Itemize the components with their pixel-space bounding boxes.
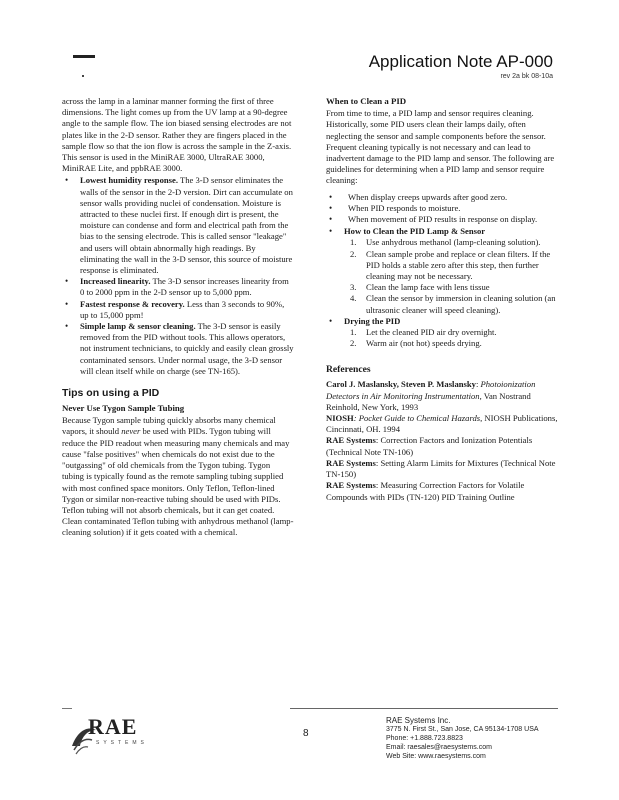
cleaning-list — [326, 226, 560, 349]
list-item: • When movement of PID results in response on display. — [326, 214, 560, 225]
when-paragraph: From time to time, a PID lamp and sensor requires cleaning. Historically, some PID users clean their lamps daily, often neglecting the sensor and sample components before the sensor. Frequent cleaning typically is not necessary and can lead to inadvertent damage to the PID lamp and sensor. The following are guidelines for determining when a PID lamp and sensor require cleaning: — [326, 108, 555, 186]
references-heading: References — [326, 364, 371, 376]
list-item: 2. Clean sample probe and replace or clean filters. If the PID holds a stable zero after this step, then further cleaning may not be necessary. — [350, 248, 551, 282]
footer-rule — [290, 708, 558, 709]
list-item: 1. Use anhydrous methanol (lamp-cleaning solution). — [350, 237, 541, 248]
page-number: 8 — [303, 728, 309, 739]
intro-paragraph: across the lamp in a laminar manner forming the first of three dimensions. The light comes up from the UV lamp at a 90-degree angle to the sample flow. The ion biased sensing electrodes are not plates like in the 2-D sensor. Rather they are fingers placed in the sample flow so that the ion flow is across the sample in the Z-axis. This sensor is used in the MiniRAE 3000, UltraRAE 3000, MiniRAE Lite, and ppbRAE 3000. — [62, 96, 292, 174]
list-item: • Fastest response & recovery. Less than 3 seconds to 90%, up to 15,000 ppm! — [62, 299, 294, 321]
how-steps — [344, 237, 560, 315]
list-item: • When PID responds to moisture. — [326, 203, 560, 214]
how-heading: • How to Clean the PID Lamp & Sensor — [344, 226, 486, 237]
reference-item: NIOSH: Pocket Guide to Chemical Hazards, NIOSH Publications, Cincinnati, OH. 1994 — [326, 413, 558, 435]
reference-item: RAE Systems: Measuring Correction Factors for Volatile Compounds with PIDs (TN-120) PID Training Outline — [326, 480, 525, 502]
header-mark — [73, 55, 95, 58]
company-phone: Phone: +1.888.723.8823 — [386, 735, 463, 742]
list-item: • Simple lamp & sensor cleaning. The 3-D sensor is easily removed from the PID without tools. This allows operators, not instrument technicians, to quickly and easily clean grossly contaminated sensors. Under normal usage, the 3-D sensor will clean itself while on charge (see TN-165). — [62, 321, 294, 377]
list-item — [326, 226, 560, 316]
list-item — [326, 316, 560, 350]
list-item: 3. Clean the lamp face with lens tissue — [350, 282, 490, 293]
footer-rule-left — [62, 708, 72, 709]
reference-item: RAE Systems: Setting Alarm Limits for Mixtures (Technical Note TN-150) — [326, 457, 556, 480]
dry-heading: • Drying the PID — [344, 315, 401, 326]
tygon-heading: Never Use Tygon Sample Tubing — [62, 403, 185, 414]
company-address-block — [386, 716, 539, 761]
sensor-benefits-list — [62, 175, 294, 377]
right-column — [326, 96, 560, 503]
logo-subtext: SYSTEMS — [96, 740, 148, 746]
list-item: • Increased linearity. The 3-D sensor increases linearity from 0 to 2000 ppm in the 2-D sensor up to 5,000 ppm. — [62, 276, 294, 298]
list-item: • When display creeps upwards after good zero. — [326, 192, 560, 203]
list-item: 1. Let the cleaned PID air dry overnight. — [350, 327, 497, 338]
header-dot — [82, 75, 84, 77]
document-title: Application Note AP-000 — [368, 52, 553, 71]
when-heading: When to Clean a PID — [326, 96, 407, 106]
company-address: 3775 N. First St., San Jose, CA 95134-1708 USA — [386, 726, 539, 733]
reference-item: RAE Systems: Correction Factors and Ionization Potentials (Technical Note TN-106) — [326, 435, 533, 457]
list-item: 2. Warm air (not hot) speeds drying. — [350, 338, 482, 349]
when-list — [326, 192, 560, 226]
logo-wordmark: RAE — [88, 714, 138, 739]
list-item: • Lowest humidity response. The 3-D sensor eliminates the walls of the sensor in the 2-D version. Dirt can accumulate on sensor walls providing nuclei of condensation. Moisture is attracted to these nuclei first. If enough dirt is present, the moisture can condense and form and electrical path from the bias to the sensing electrode. This is called sensor "leakage" and users will obtain abnormally high readings. By eliminating the wall in the 3-D sensor, this source of moisture response is eliminated. — [62, 175, 294, 276]
tips-heading: Tips on using a PID — [62, 387, 160, 400]
dry-steps — [344, 327, 560, 349]
list-item: 4. Clean the sensor by immersion in cleaning solution (an ultrasonic cleaner will speed cleaning). — [350, 293, 556, 315]
tygon-paragraph: Because Tygon sample tubing quickly absorbs many chemical vapors, it should never be used with PIDs. Tygon tubing will reduce the PID readout when measuring many chemicals and may cause "false positives" when chemicals do not exist due to the "outgassing" of old chemicals from the Tygon tubing. Tygon tubing is typically found as the remote sampling tubing supplied with most confined space monitors. Only Teflon, Teflon-lined Tygon or similar non-reactive tubing should be used with PIDs. Teflon tubing will not absorb chemicals, but it can get coated. Clean contaminated Teflon tubing with anhydrous methanol (lamp-cleaning solution) if it gets coated with a chemical. — [62, 415, 294, 538]
reference-item: Carol J. Maslansky, Steven P. Maslansky: Photoionization Detectors in Air Monitoring Instrumentation, Van Nostrand Reinhold, New York, 1993 — [326, 379, 536, 412]
document-revision: rev 2a bk 08-10a — [500, 73, 553, 80]
left-column — [62, 96, 294, 539]
company-email: Email: raesales@raesystems.com — [386, 744, 492, 751]
company-name: RAE Systems Inc. — [386, 716, 451, 725]
company-website: Web Site: www.raesystems.com — [386, 753, 486, 760]
